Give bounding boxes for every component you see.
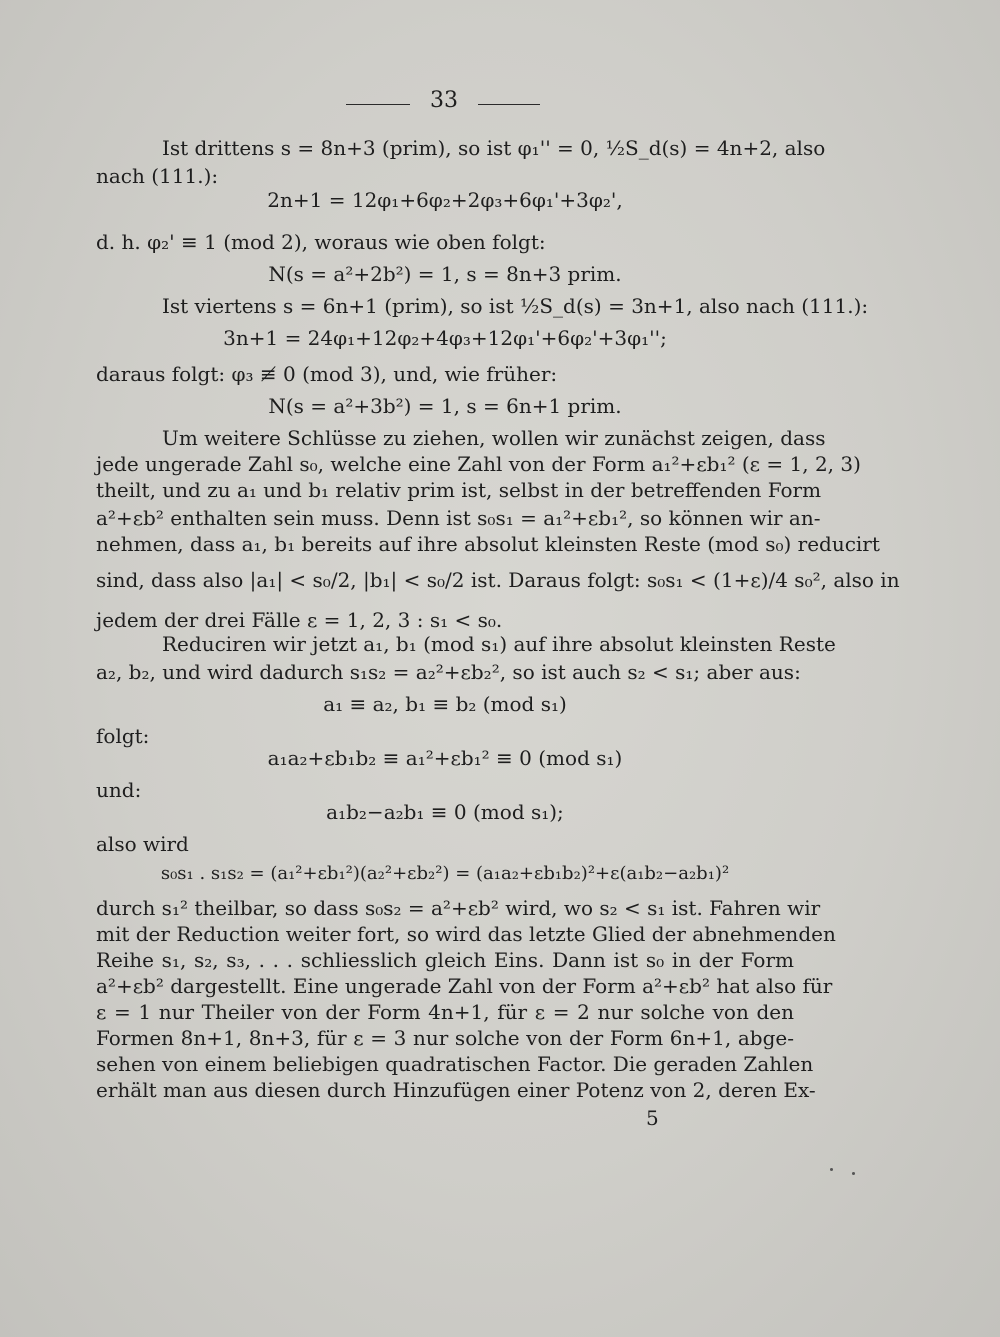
- text-line: und:: [96, 778, 142, 802]
- text-line: Reduciren wir jetzt a₁, b₁ (mod s₁) auf ihre absolut kleinsten Reste: [162, 632, 836, 656]
- text-line: durch s₁² theilbar, so dass s₀s₂ = a²+εb² wird, wo s₂ < s₁ ist. Fahren wir: [96, 896, 821, 920]
- speck: [852, 1172, 855, 1175]
- equation: a₁b₂−a₂b₁ ≡ 0 (mod s₁);: [326, 800, 564, 824]
- text-line: ε = 1 nur Theiler von der Form 4n+1, für ε = 2 nur solche von den: [96, 1000, 794, 1024]
- page-number: 33: [430, 88, 458, 113]
- text-line: d. h. φ₂' ≡ 1 (mod 2), woraus wie oben folgt:: [96, 230, 546, 254]
- text-line: theilt, und zu a₁ und b₁ relativ prim ist, selbst in der betreffenden Form: [96, 478, 822, 502]
- text-line: Ist viertens s = 6n+1 (prim), so ist ½S_d(s) = 3n+1, also nach (111.):: [162, 294, 869, 318]
- text-line: daraus folgt: φ₃ ≢ 0 (mod 3), und, wie früher:: [96, 362, 558, 386]
- text-line: erhält man aus diesen durch Hinzufügen einer Potenz von 2, deren Ex-: [96, 1078, 816, 1102]
- text-line: Um weitere Schlüsse zu ziehen, wollen wir zunächst zeigen, dass: [162, 426, 826, 450]
- text-line: nehmen, dass a₁, b₁ bereits auf ihre absolut kleinsten Reste (mod s₀) reducirt: [96, 532, 880, 556]
- equation: N(s = a²+2b²) = 1, s = 8n+3 prim.: [268, 262, 622, 286]
- text-line: a²+εb² dargestellt. Eine ungerade Zahl von der Form a²+εb² hat also für: [96, 974, 833, 998]
- signature-mark: 5: [646, 1106, 659, 1130]
- equation: 2n+1 = 12φ₁+6φ₂+2φ₃+6φ₁'+3φ₂',: [267, 188, 623, 212]
- header-rule-right: [478, 104, 540, 105]
- text-line: Formen 8n+1, 8n+3, für ε = 3 nur solche von der Form 6n+1, abge-: [96, 1026, 794, 1050]
- equation: a₁ ≡ a₂, b₁ ≡ b₂ (mod s₁): [323, 692, 567, 716]
- text-line: Reihe s₁, s₂, s₃, . . . schliesslich gleich Eins. Dann ist s₀ in der Form: [96, 948, 794, 972]
- text-line: a₂, b₂, und wird dadurch s₁s₂ = a₂²+εb₂², so ist auch s₂ < s₁; aber aus:: [96, 660, 801, 684]
- text-line: jede ungerade Zahl s₀, welche eine Zahl von der Form a₁²+εb₁² (ε = 1, 2, 3): [96, 452, 861, 476]
- text-line: folgt:: [96, 724, 150, 748]
- text-line: Ist drittens s = 8n+3 (prim), so ist φ₁'' = 0, ½S_d(s) = 4n+2, also: [162, 136, 826, 160]
- text-line: mit der Reduction weiter fort, so wird das letzte Glied der abnehmenden: [96, 922, 836, 946]
- equation: s₀s₁ . s₁s₂ = (a₁²+εb₁²)(a₂²+εb₂²) = (a₁a₂+εb₁b₂)²+ε(a₁b₂−a₂b₁)²: [160, 863, 730, 884]
- equation: N(s = a²+3b²) = 1, s = 6n+1 prim.: [268, 394, 622, 418]
- equation: a₁a₂+εb₁b₂ ≡ a₁²+εb₁² ≡ 0 (mod s₁): [267, 746, 623, 770]
- text-line: sind, dass also |a₁| < s₀/2, |b₁| < s₀/2 ist. Daraus folgt: s₀s₁ < (1+ε)/4 s₀², also in: [96, 568, 900, 592]
- header-rule-left: [346, 104, 410, 105]
- text-line: sehen von einem beliebigen quadratischen Factor. Die geraden Zahlen: [96, 1052, 814, 1076]
- text-line: a²+εb² enthalten sein muss. Denn ist s₀s₁ = a₁²+εb₁², so können wir an-: [96, 506, 821, 530]
- speck: [830, 1168, 833, 1171]
- text-line: jedem der drei Fälle ε = 1, 2, 3 : s₁ < s₀.: [96, 608, 503, 632]
- text-line: also wird: [96, 832, 189, 856]
- text-line: nach (111.):: [96, 164, 219, 188]
- equation: 3n+1 = 24φ₁+12φ₂+4φ₃+12φ₁'+6φ₂'+3φ₁'';: [223, 326, 667, 350]
